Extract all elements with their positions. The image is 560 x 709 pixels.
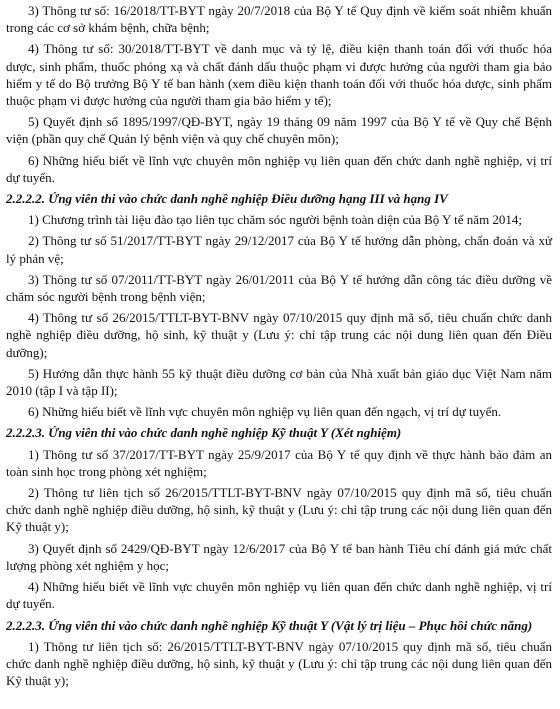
paragraph: 4) Những hiểu biết về lĩnh vực chuyên môn nghiệp vụ liên quan đến chức danh nghề nghiệp, vị trí dự tuyển. [6, 579, 552, 612]
paragraph: 1) Thông tư số 37/2017/TT-BYT ngày 25/9/2017 của Bộ Y tế quy định về thực hành bảo đảm an toàn sinh học trong phòng xét nghiệm; [6, 446, 552, 479]
paragraph: 3) Thông tư số 07/2011/TT-BYT ngày 26/01/2011 của Bộ Y tế hướng dẫn công tác điều dưỡng về chăm sóc người bệnh trong bệnh viện; [6, 271, 552, 305]
paragraph: 2) Thông tư số 51/2017/TT-BYT ngày 29/12/2017 của Bộ Y tế hướng dẫn phòng, chẩn đoán và xử lý phản vệ; [6, 233, 552, 266]
paragraph: 1) Thông tư liên tịch số: 26/2015/TTLT-BYT-BNV ngày 07/10/2015 quy định mã số, tiêu chuẩn chức danh nghề nghiệp điều dưỡng, hộ sinh, kỹ thuật y (Lưu ý: chỉ tập trung các nội dung liên quan đến Kỹ thuật y); [6, 638, 552, 689]
paragraph: 4) Thông tư số 26/2015/TTLT-BYT-BNV ngày 07/10/2015 quy định mã số, tiêu chuẩn chức danh nghề nghiệp điều dưỡng, hộ sinh, kỹ thuật y (Lưu ý: chỉ tập trung các nội dung liên quan đến Điều dưỡng); [6, 310, 552, 360]
paragraph: 1) Chương trình tài liệu đào tạo liên tục chăm sóc người bệnh toàn diện của Bộ Y tế năm 2014; [28, 212, 523, 228]
paragraph: 6) Những hiểu biết về lĩnh vực chuyên môn nghiệp vụ liên quan đến chức danh nghề nghiệp, vị trí dự tuyển. [6, 152, 552, 185]
paragraph: 5) Quyết định số 1895/1997/QĐ-BYT, ngày 19 tháng 09 năm 1997 của Bộ Y tế về Quy chế Bệnh viện (phần quy chế Quản lý bệnh viện và quy chế chuyên môn); [6, 114, 552, 147]
section-heading: 2.2.2.3. Ứng viên thi vào chức danh nghề nghiệp Kỹ thuật Y (Xét nghiệm) [6, 425, 402, 441]
section-heading: 2.2.2.3. Ứng viên thi vào chức danh nghề nghiệp Kỹ thuật Y (Vật lý trị liệu – Phục hồi chức năng) [6, 617, 533, 633]
paragraph: 4) Thông tư số: 30/2018/TT-BYT về danh mục và tỷ lệ, điều kiện thanh toán đối với thuốc hóa dược, sinh phẩm, thuốc phóng xạ và chất đánh dấu thuộc phạm vi được hưởng của người tham gia bảo hiểm y tế do Bộ trưởng Bộ Y tế ban hành (xem điều kiện thanh toán đối với thuốc hóa dược, sinh phẩm thuộc phạm vi được hưởng của người tham gia bảo hiểm y tế); [6, 41, 552, 109]
paragraph: 3) Thông tư số: 16/2018/TT-BYT ngày 20/7/2018 của Bộ Y tế Quy định về kiểm soát nhiễm khuẩn trong các cơ sở khám bệnh, chữa bệnh; [6, 3, 552, 36]
paragraph: 3) Quyết định số 2429/QĐ-BYT ngày 12/6/2017 của Bộ Y tế ban hành Tiêu chí đánh giá mức chất lượng phòng xét nghiệm y học; [6, 540, 552, 573]
section-heading: 2.2.2.2. Ứng viên thi vào chức danh nghề nghiệp Điều dưỡng hạng III và hạng IV [6, 191, 448, 207]
paragraph: 5) Hướng dẫn thực hành 55 kỹ thuật điều dưỡng cơ bản của Nhà xuất bản giáo dục Việt Nam năm 2010 (tập I và tập II); [6, 365, 552, 399]
paragraph: 6) Những hiểu biết về lĩnh vực chuyên môn nghiệp vụ liên quan đến ngạch, vị trí dự tuyển. [28, 404, 502, 420]
paragraph: 2) Thông tư liên tịch số 26/2015/TTLT-BYT-BNV ngày 07/10/2015 quy định mã số, tiêu chuẩn chức danh nghề nghiệp điều dưỡng, hộ sinh, kỹ thuật y (Lưu ý: chỉ tập trung các nội dung liên quan đến Kỹ thuật y); [6, 485, 552, 535]
